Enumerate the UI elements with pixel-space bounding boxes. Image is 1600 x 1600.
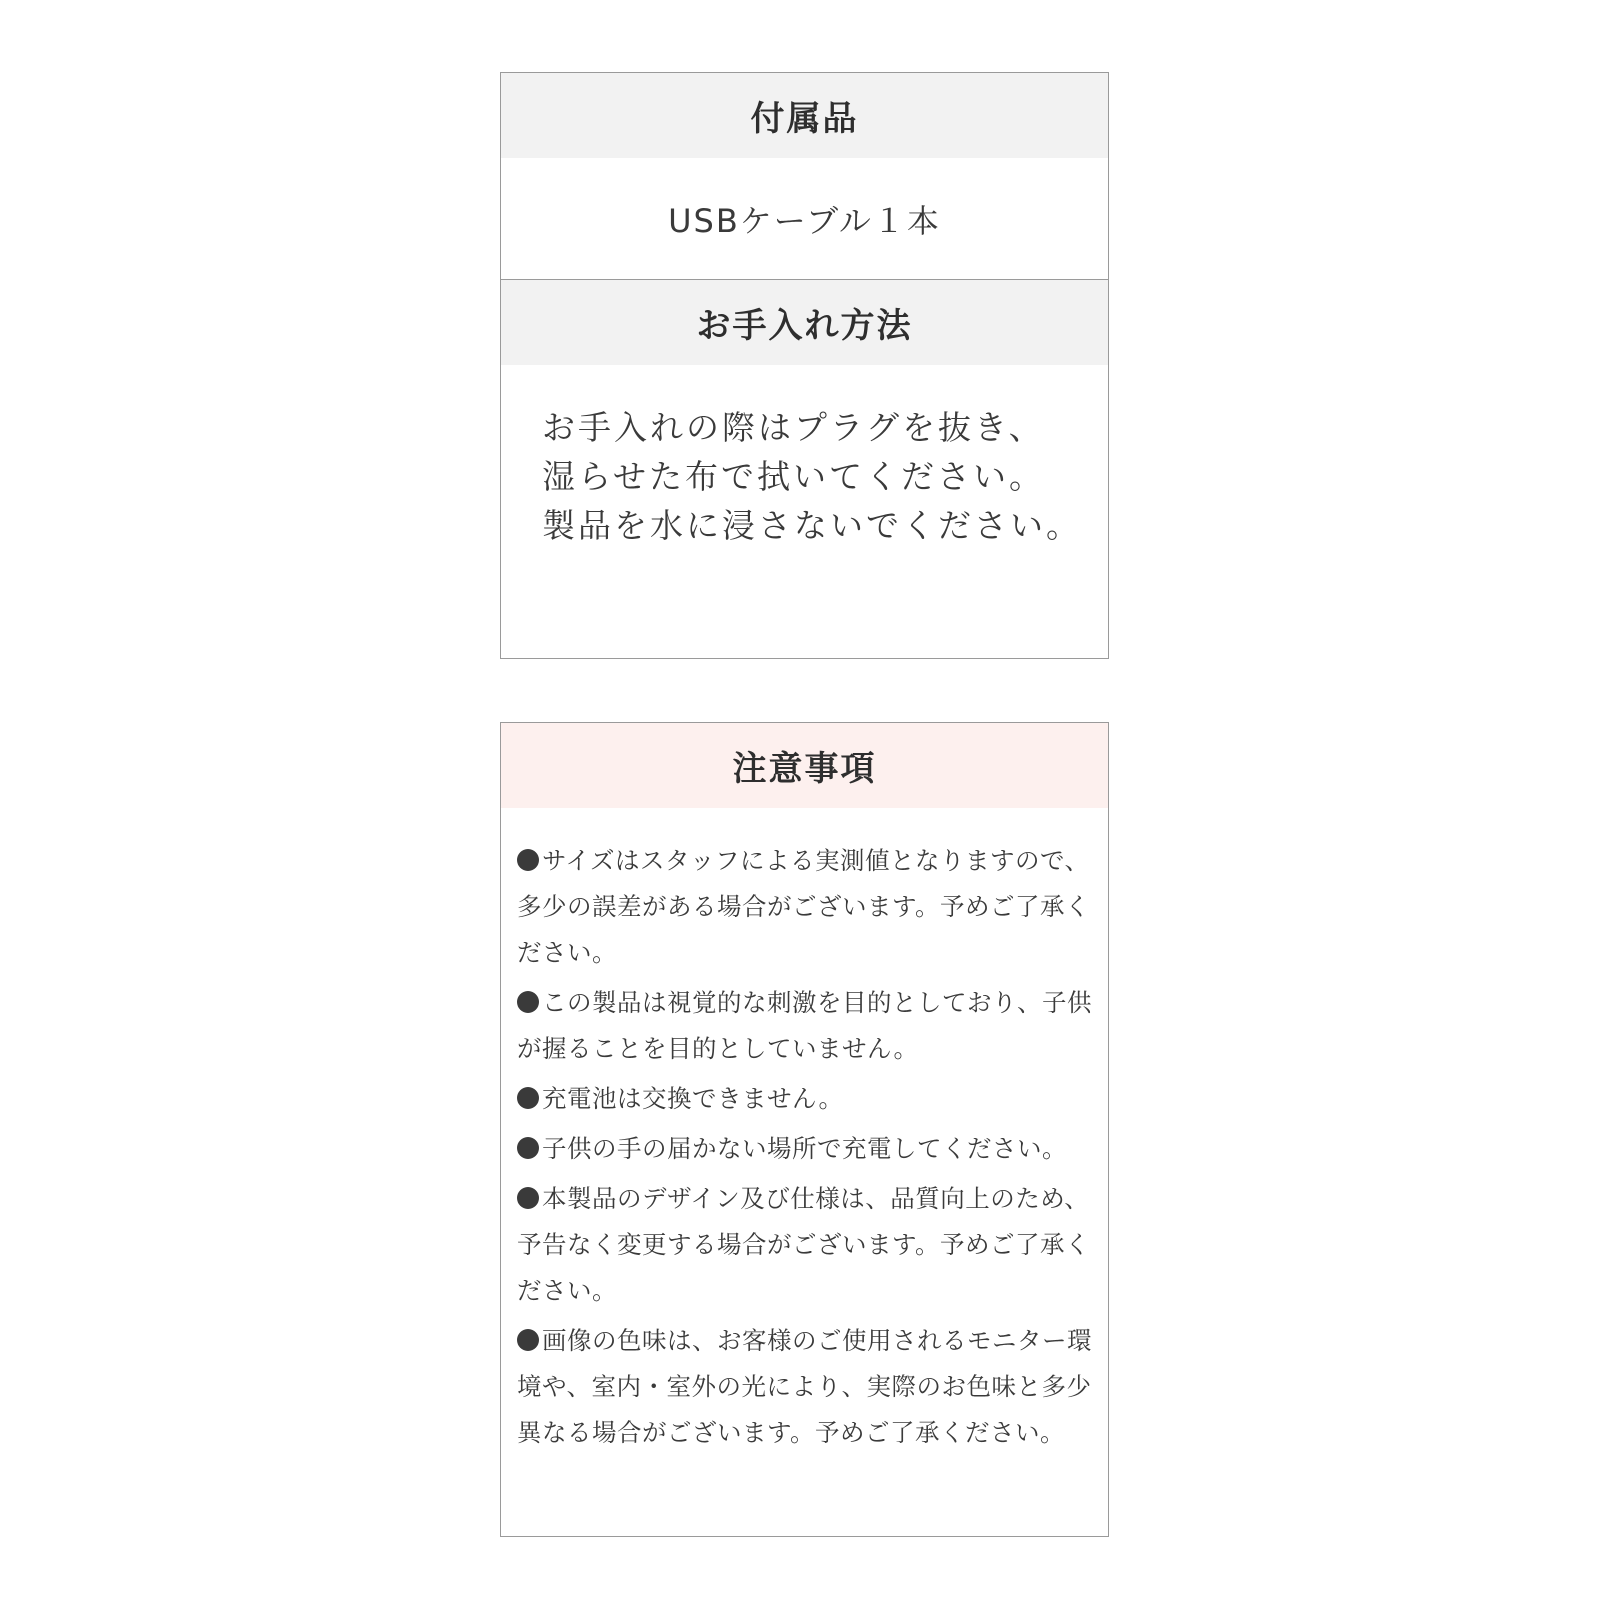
- bullet-icon: [517, 1137, 539, 1159]
- bullet-icon: [517, 849, 539, 871]
- note-item: [517, 838, 1092, 976]
- care-line: 製品を水に浸さないでください。: [542, 506, 1082, 545]
- notes-content: [501, 808, 1108, 1456]
- care-line: お手入れの際はプラグを抜き、: [542, 408, 1045, 447]
- care-line: 湿らせた布で拭いてください。: [542, 457, 1046, 496]
- note-text: 本製品のデザイン及び仕様は、品質向上のため、予告なく変更する場合がございます。予めご了承ください。: [517, 1184, 1091, 1305]
- note-item: [517, 1076, 1092, 1122]
- note-text: 画像の色味は、お客様のご使用されるモニター環境や、室内・室外の光により、実際のお色味と多少異なる場合がございます。予めご了承ください。: [517, 1326, 1092, 1447]
- spec-table: [500, 72, 1109, 659]
- accessories-content: [501, 158, 1108, 280]
- care-title: お手入れ方法: [696, 306, 913, 346]
- notes-table: [500, 722, 1109, 1537]
- note-item: [517, 1318, 1092, 1456]
- notes-header: [501, 723, 1108, 808]
- note-item: [517, 1176, 1092, 1314]
- accessories-text: USBケーブル１本: [668, 201, 941, 240]
- accessories-header: [501, 73, 1108, 158]
- bullet-icon: [517, 1329, 539, 1351]
- notes-title: 注意事項: [732, 749, 877, 789]
- note-text: サイズはスタッフによる実測値となりますので、多少の誤差がある場合がございます。予めご了承ください。: [517, 846, 1091, 967]
- care-header: [501, 280, 1108, 365]
- note-text: この製品は視覚的な刺激を目的としており、子供が握ることを目的としていません。: [517, 988, 1092, 1063]
- note-text: 充電池は交換できません。: [542, 1084, 844, 1113]
- note-item: [517, 980, 1092, 1072]
- note-text: 子供の手の届かない場所で充電してください。: [542, 1134, 1067, 1163]
- care-content: [501, 365, 1108, 550]
- bullet-icon: [517, 991, 539, 1013]
- bullet-icon: [517, 1187, 539, 1209]
- bullet-icon: [517, 1087, 539, 1109]
- note-item: [517, 1126, 1092, 1172]
- accessories-title: 付属品: [750, 99, 859, 139]
